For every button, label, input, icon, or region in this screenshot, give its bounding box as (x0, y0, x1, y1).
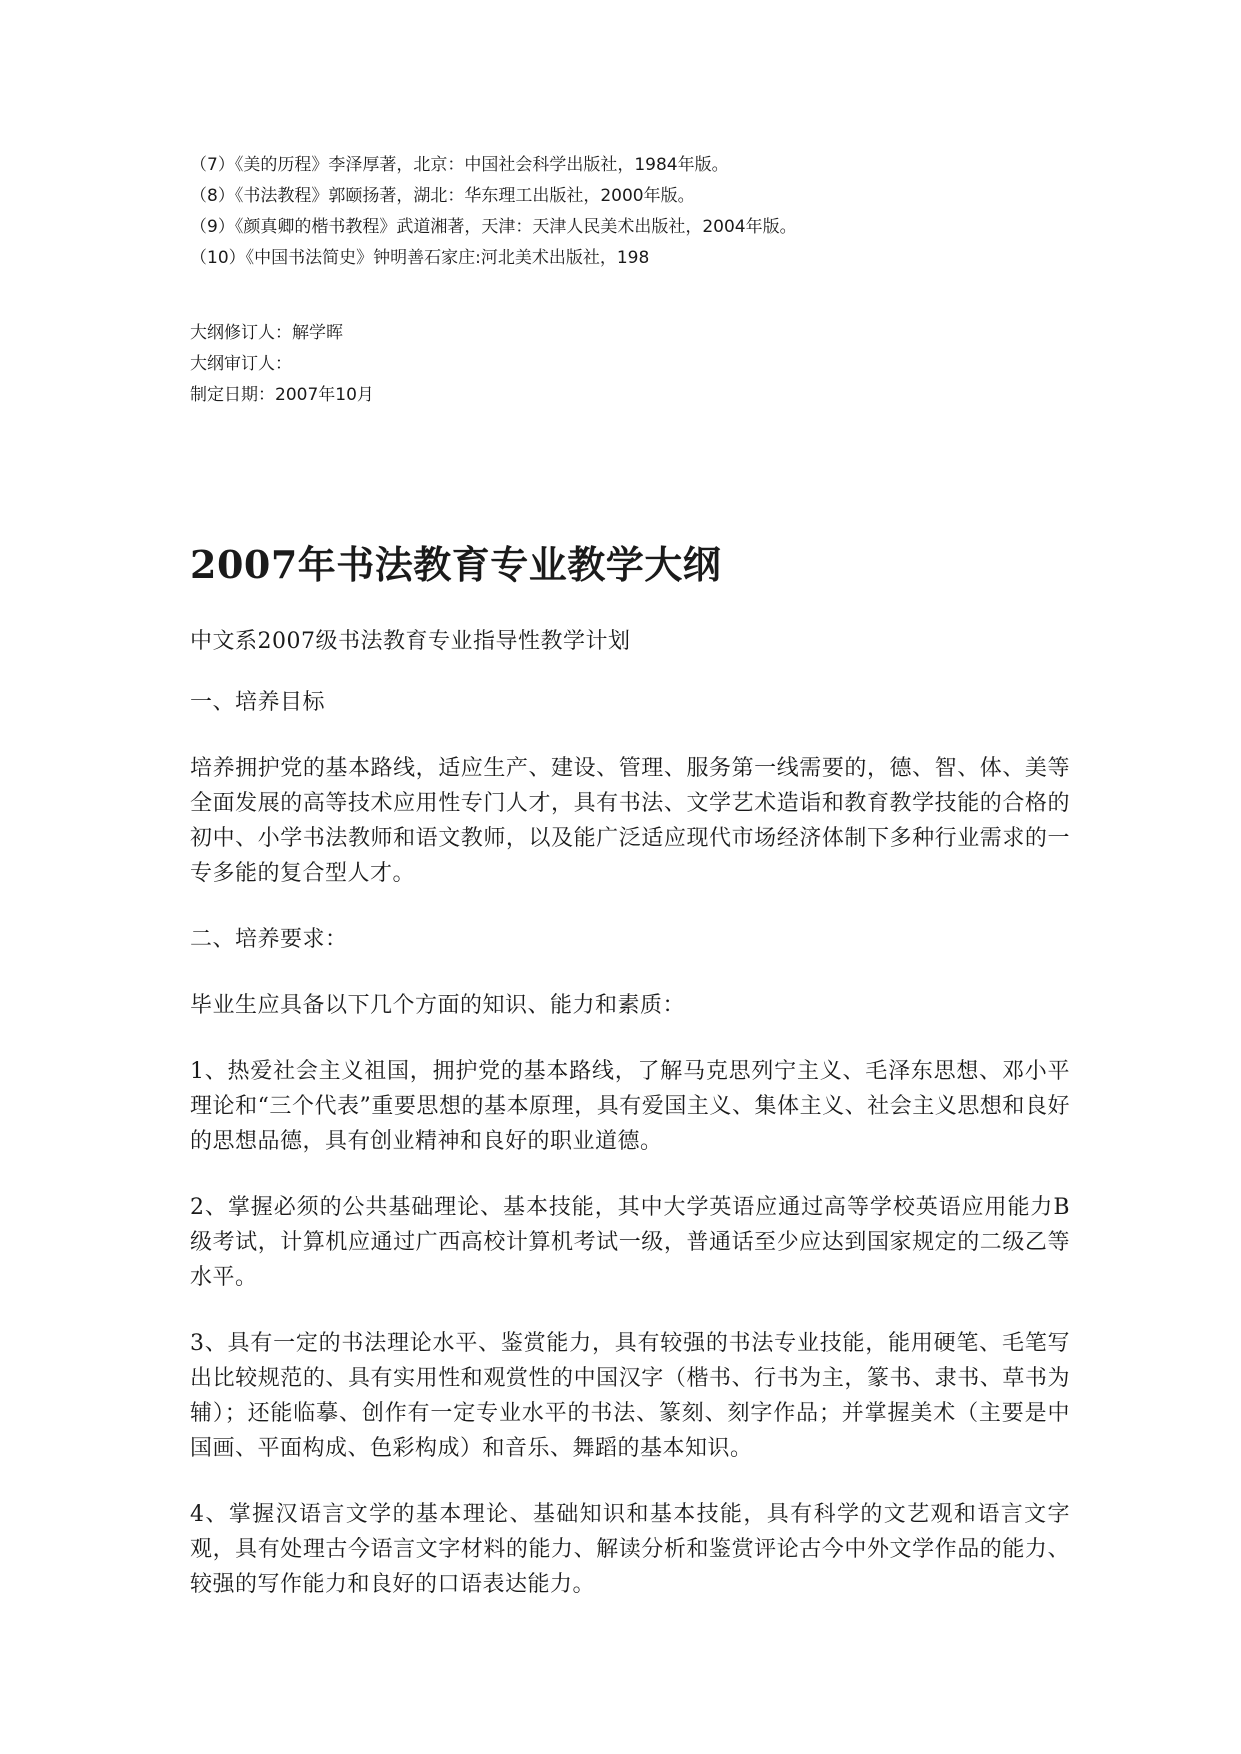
reviser-line: 大纲修订人：解学晖 (190, 323, 343, 343)
section-heading-goals: 一、培养目标 (190, 690, 326, 715)
requirement-item: 1、热爱社会主义祖国，拥护党的基本路线，了解马克思列宁主义、毛泽东思想、邓小平理论和“三个代表”重要思想的基本原理，具有爱国主义、集体主义、社会主义思想和良好的思想品德，具有创业精神和良好的职业道德。 (190, 1059, 1070, 1154)
date-line: 制定日期：2007年10月 (190, 385, 374, 405)
requirements-intro: 毕业生应具备以下几个方面的知识、能力和素质： (190, 993, 686, 1018)
reference-list (190, 150, 1070, 274)
requirement-item: 4、掌握汉语言文学的基本理论、基础知识和基本技能，具有科学的文艺观和语言文字观，具有处理古今语言文字材料的能力、解读分析和鉴赏评论古今中外文学作品的能力、较强的写作能力和良好的口语表达能力。 (190, 1502, 1070, 1597)
requirement-item: 2、掌握必须的公共基础理论、基本技能，其中大学英语应通过高等学校英语应用能力B级考试，计算机应通过广西高校计算机考试一级，普通话至少应达到国家规定的二级乙等水平。 (190, 1195, 1070, 1290)
reference-item: （7）《美的历程》李泽厚著，北京：中国社会科学出版社，1984年版。 (190, 155, 729, 175)
syllabus-meta (190, 318, 1070, 411)
goals-paragraph: 培养拥护党的基本路线，适应生产、建设、管理、服务第一线需要的，德、智、体、美等全面发展的高等技术应用性专门人才，具有书法、文学艺术造诣和教育教学技能的合格的初中、小学书法教师和语文教师，以及能广泛适应现代市场经济体制下多种行业需求的一专多能的复合型人才。 (190, 756, 1070, 886)
document-title: 2007年书法教育专业教学大纲 (190, 542, 722, 587)
requirement-item: 3、具有一定的书法理论水平、鉴赏能力，具有较强的书法专业技能，能用硬笔、毛笔写出比较规范的、具有实用性和观赏性的中国汉字（楷书、行书为主，篆书、隶书、草书为辅）；还能临摹、创作有一定专业水平的书法、篆刻、刻字作品；并掌握美术（主要是中国画、平面构成、色彩构成）和音乐、舞蹈的基本知识。 (190, 1331, 1070, 1461)
section-heading-requirements: 二、培养要求： (190, 927, 348, 952)
reference-item: （8）《书法教程》郭颐扬著，湖北：华东理工出版社，2000年版。 (190, 186, 695, 206)
reference-item: （10）《中国书法简史》钟明善石家庄:河北美术出版社，198 (190, 248, 650, 268)
reference-item: （9）《颜真卿的楷书教程》武道湘著，天津：天津人民美术出版社，2004年版。 (190, 217, 797, 237)
reviewer-line: 大纲审订人： (190, 354, 292, 374)
document-page (190, 150, 1070, 1602)
document-subtitle: 中文系2007级书法教育专业指导性教学计划 (190, 629, 631, 654)
